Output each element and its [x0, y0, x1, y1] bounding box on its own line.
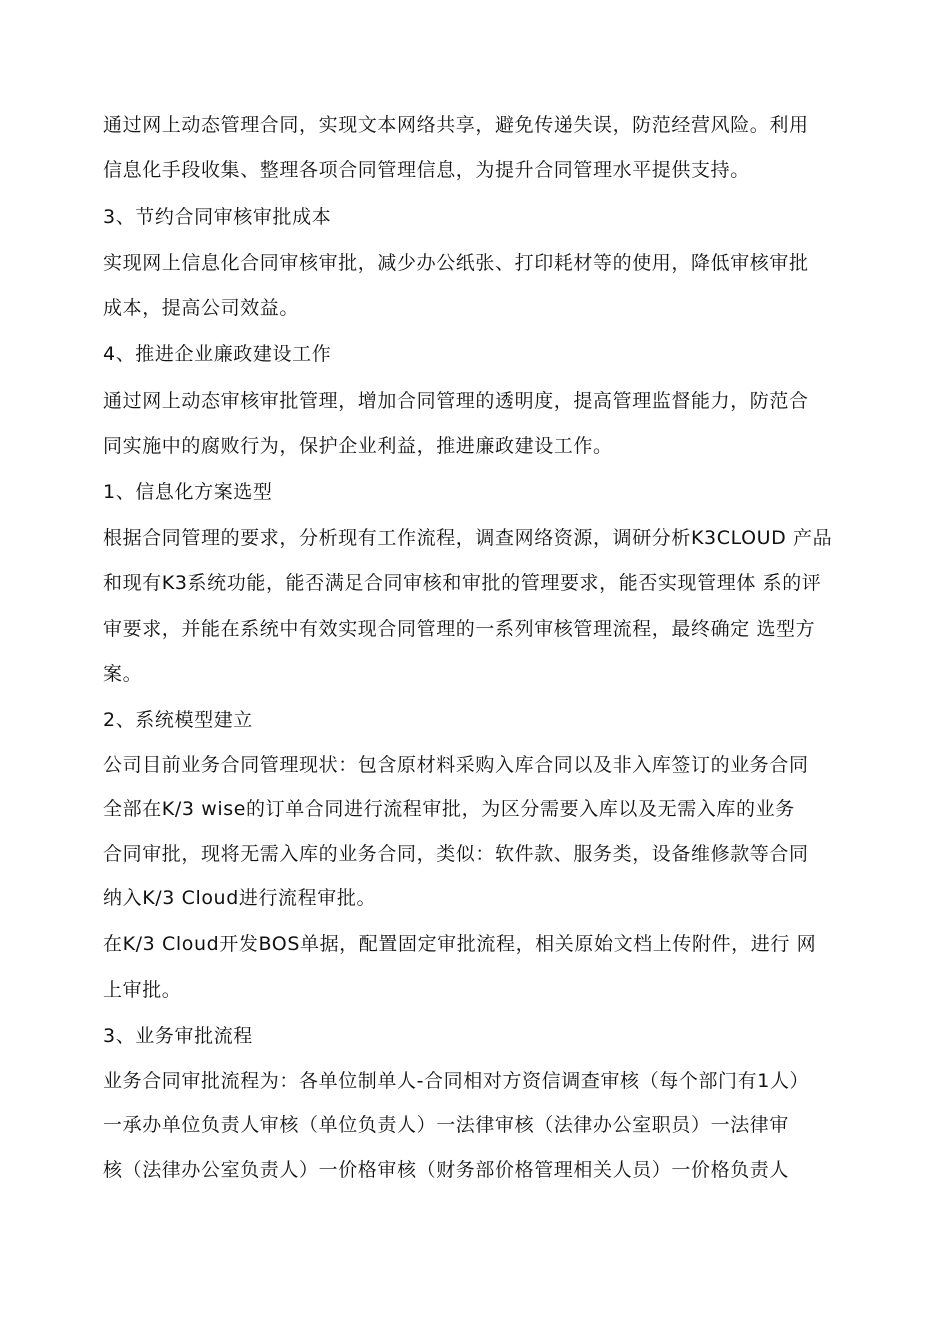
body-text-line: 在K/3 Cloud开发BOS单据，配置固定审批流程，相关原始文档上传附件，进行 网	[103, 933, 817, 955]
body-text-line: 信息化手段收集、整理各项合同管理信息，为提升合同管理水平提供支持。	[103, 159, 750, 181]
section-heading: 3、节约合同审核审批成本	[103, 206, 332, 228]
body-text-line: 同实施中的腐败行为，保护企业利益，推进廉政建设工作。	[103, 435, 613, 457]
section-heading: 3、业务审批流程	[103, 1025, 253, 1047]
body-text-line: 通过网上动态管理合同，实现文本网络共享，避免传递失误，防范经营风险。利用	[103, 114, 809, 136]
body-text-line: 合同审批，现将无需入库的业务合同，类似：软件款、服务类，设备维修款等合同	[103, 843, 809, 865]
section-heading: 4、推进企业廉政建设工作	[103, 343, 332, 365]
body-text-line: 通过网上动态审核审批管理，增加合同管理的透明度，提高管理监督能力，防范合	[103, 390, 809, 412]
body-text-line: 纳入K/3 Cloud进行流程审批。	[103, 887, 377, 909]
section-heading: 1、信息化方案选型	[103, 481, 273, 503]
body-text-line: 成本，提高公司效益。	[103, 297, 300, 319]
body-text-line: 上审批。	[103, 979, 182, 1001]
body-text-line: 公司目前业务合同管理现状：包含原材料采购入库合同以及非入库签订的业务合同	[103, 754, 809, 776]
body-text-line: 实现网上信息化合同审核审批，减少办公纸张、打印耗材等的使用，降低审核审批	[103, 252, 809, 274]
section-heading: 2、系统模型建立	[103, 709, 253, 731]
body-text-line: 审要求，并能在系统中有效实现合同管理的一系列审核管理流程，最终确定 选型方	[103, 618, 816, 640]
body-text-line: 一承办单位负责人审核（单位负责人）一法律审核（法律办公室职员）一法律审	[103, 1114, 790, 1136]
body-text-line: 案。	[103, 663, 143, 685]
body-text-line: 和现有K3系统功能，能否满足合同审核和审批的管理要求，能否实现管理体 系的评	[103, 572, 822, 594]
body-text-line: 根据合同管理的要求，分析现有工作流程，调查网络资源，调研分析K3CLOUD 产品	[103, 527, 833, 549]
body-text-line: 核（法律办公室负责人）一价格审核（财务部价格管理相关人员）一价格负责人	[103, 1159, 790, 1181]
body-text-line: 业务合同审批流程为：各单位制单人-合同相对方资信调查审核（每个部门有1人）	[103, 1070, 810, 1092]
body-text-line: 全部在K/3 wise的订单合同进行流程审批，为区分需要入库以及无需入库的业务	[103, 798, 795, 820]
